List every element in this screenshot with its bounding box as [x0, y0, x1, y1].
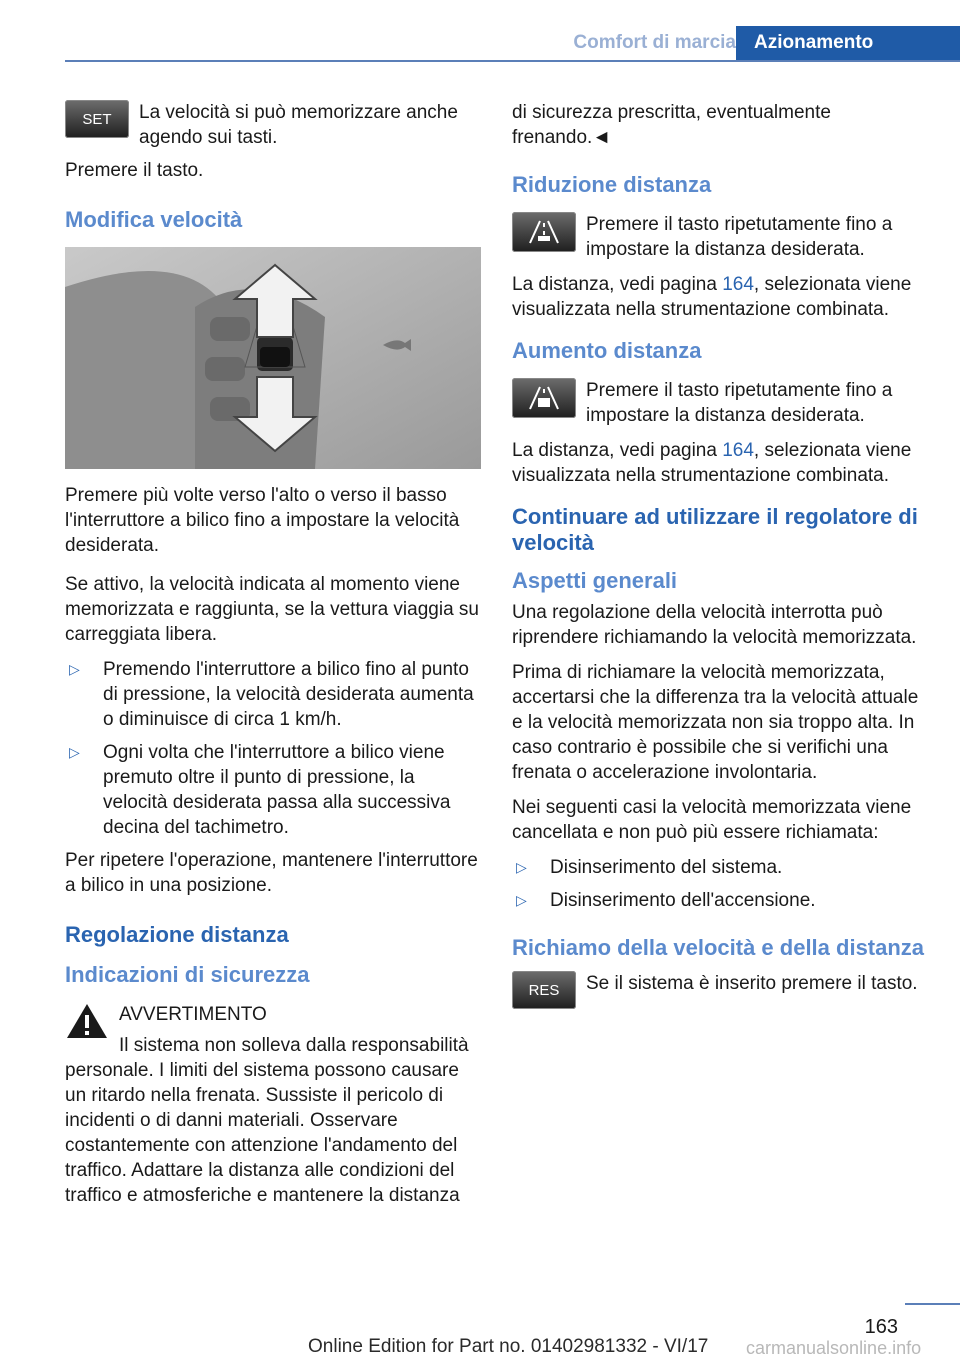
edition-text: Online Edition for Part no. 01402981332 - VI/17 [308, 1336, 709, 1357]
page-number: 163 [864, 1316, 898, 1338]
heading-modifica: Modifica velocità [65, 207, 243, 232]
heading-continuare: Continuare ad utilizzare il regolatore di velocità [512, 504, 918, 555]
heading-richiamo: Richiamo della velocità e della distanza [512, 935, 925, 960]
bullet-triangle-icon: ▷ [516, 859, 527, 875]
bullet-text: Disinserimento dell'accensione. [550, 890, 816, 911]
aumento-paragraph: La distanza, vedi pagina 164, selezionata viene visualizzata nella strumentazione combinata. [512, 440, 912, 486]
bullet-triangle-icon: ▷ [69, 744, 80, 760]
set-button-icon: SET [65, 100, 129, 138]
bullet-text: Disinserimento del sistema. [550, 857, 783, 878]
continued-text: di sicurezza prescritta, eventualmente frenando.◄ [512, 102, 831, 148]
header-rule [65, 60, 960, 62]
res-row [512, 971, 928, 1009]
list-item [65, 740, 481, 840]
distance-increase-button-icon [512, 378, 576, 418]
aumento-text: Premere il tasto ripetutamente fino a impostare la distanza desiderata. [586, 380, 893, 426]
paragraph-a3: Nei seguenti casi la velocità memorizzata viene cancellata e non può più essere richiamata: [512, 797, 912, 843]
bullet-text: Ogni volta che l'interruttore a bilico viene premuto oltre il punto di pressione, la velocità desiderata passa alla successiva decina del tachimetro. [103, 742, 451, 838]
press-text: Premere il tasto. [65, 160, 204, 181]
list-item [65, 657, 481, 732]
heading-regolazione: Regolazione distanza [65, 922, 289, 947]
res-button-icon: RES [512, 971, 576, 1009]
list-item [512, 888, 928, 913]
set-row [65, 100, 481, 150]
warning-text: Il sistema non solleva dalla responsabilità personale. I limiti del sistema possono causare un ritardo nella frenata. Sussiste il pericolo di incidenti o di danni materiali. Osservare costantemente con attenzione l'andamento del traffico. Adattare la distanza alle condizioni del traffico e atmosferiche e mantenere la distanza [65, 1035, 469, 1206]
warning-title: AVVERTIMENTO [119, 1004, 267, 1025]
paragraph-2: Se attivo, la velocità indicata al momento viene memorizzata e raggiunta, se la vettura viaggia su carreggiata libera. [65, 574, 479, 645]
aumento-row [512, 378, 928, 428]
page-link[interactable]: 164 [722, 440, 754, 461]
footer-rule [905, 1303, 960, 1305]
heading-aspetti: Aspetti generali [512, 568, 678, 593]
steering-wheel-image [65, 247, 481, 469]
bullet-triangle-icon: ▷ [69, 661, 80, 677]
paragraph-a2: Prima di richiamare la velocità memorizzata, accertarsi che la differenza tra la velocità attuale e la velocità memorizzata non sia troppo alta. In caso contrario è possibile che si verifichi una frenata o accelerazione involontaria. [512, 662, 919, 783]
header-chapter: Azionamento [736, 26, 960, 62]
paragraph-3: Per ripetere l'operazione, mantenere l'interruttore a bilico in una posizione. [65, 850, 478, 896]
paragraph-a1: Una regolazione della velocità interrotta può riprendere richiamando la velocità memorizzata. [512, 602, 917, 648]
warning-block [65, 1002, 481, 1208]
riduzione-row [512, 212, 928, 262]
heading-indicazioni: Indicazioni di sicurezza [65, 962, 310, 987]
paragraph-1: Premere più volte verso l'alto o verso il basso l'interruttore a bilico fino a impostare la velocità desiderata. [65, 485, 460, 556]
riduzione-paragraph: La distanza, vedi pagina 164, selezionata viene visualizzata nella strumentazione combinata. [512, 274, 912, 320]
bullet-triangle-icon: ▷ [516, 892, 527, 908]
riduzione-text: Premere il tasto ripetutamente fino a impostare la distanza desiderata. [586, 214, 893, 260]
bullet-text: Premendo l'interruttore a bilico fino al punto di pressione, la velocità desiderata aumenta o diminuisce di circa 1 km/h. [103, 659, 474, 730]
res-text: Se il sistema è inserito premere il tasto. [586, 973, 918, 994]
distance-decrease-button-icon [512, 212, 576, 252]
header-section: Comfort di marcia [573, 32, 736, 53]
heading-riduzione: Riduzione distanza [512, 172, 712, 197]
page-link[interactable]: 164 [722, 274, 754, 295]
heading-aumento: Aumento distanza [512, 338, 702, 363]
list-item [512, 855, 928, 880]
left-column [65, 100, 481, 1208]
watermark: carmanualsonline.info [746, 1338, 922, 1358]
warning-triangle-icon [65, 1002, 109, 1040]
set-text: La velocità si può memorizzare anche agendo sui tasti. [139, 102, 458, 148]
right-column [512, 100, 928, 1017]
